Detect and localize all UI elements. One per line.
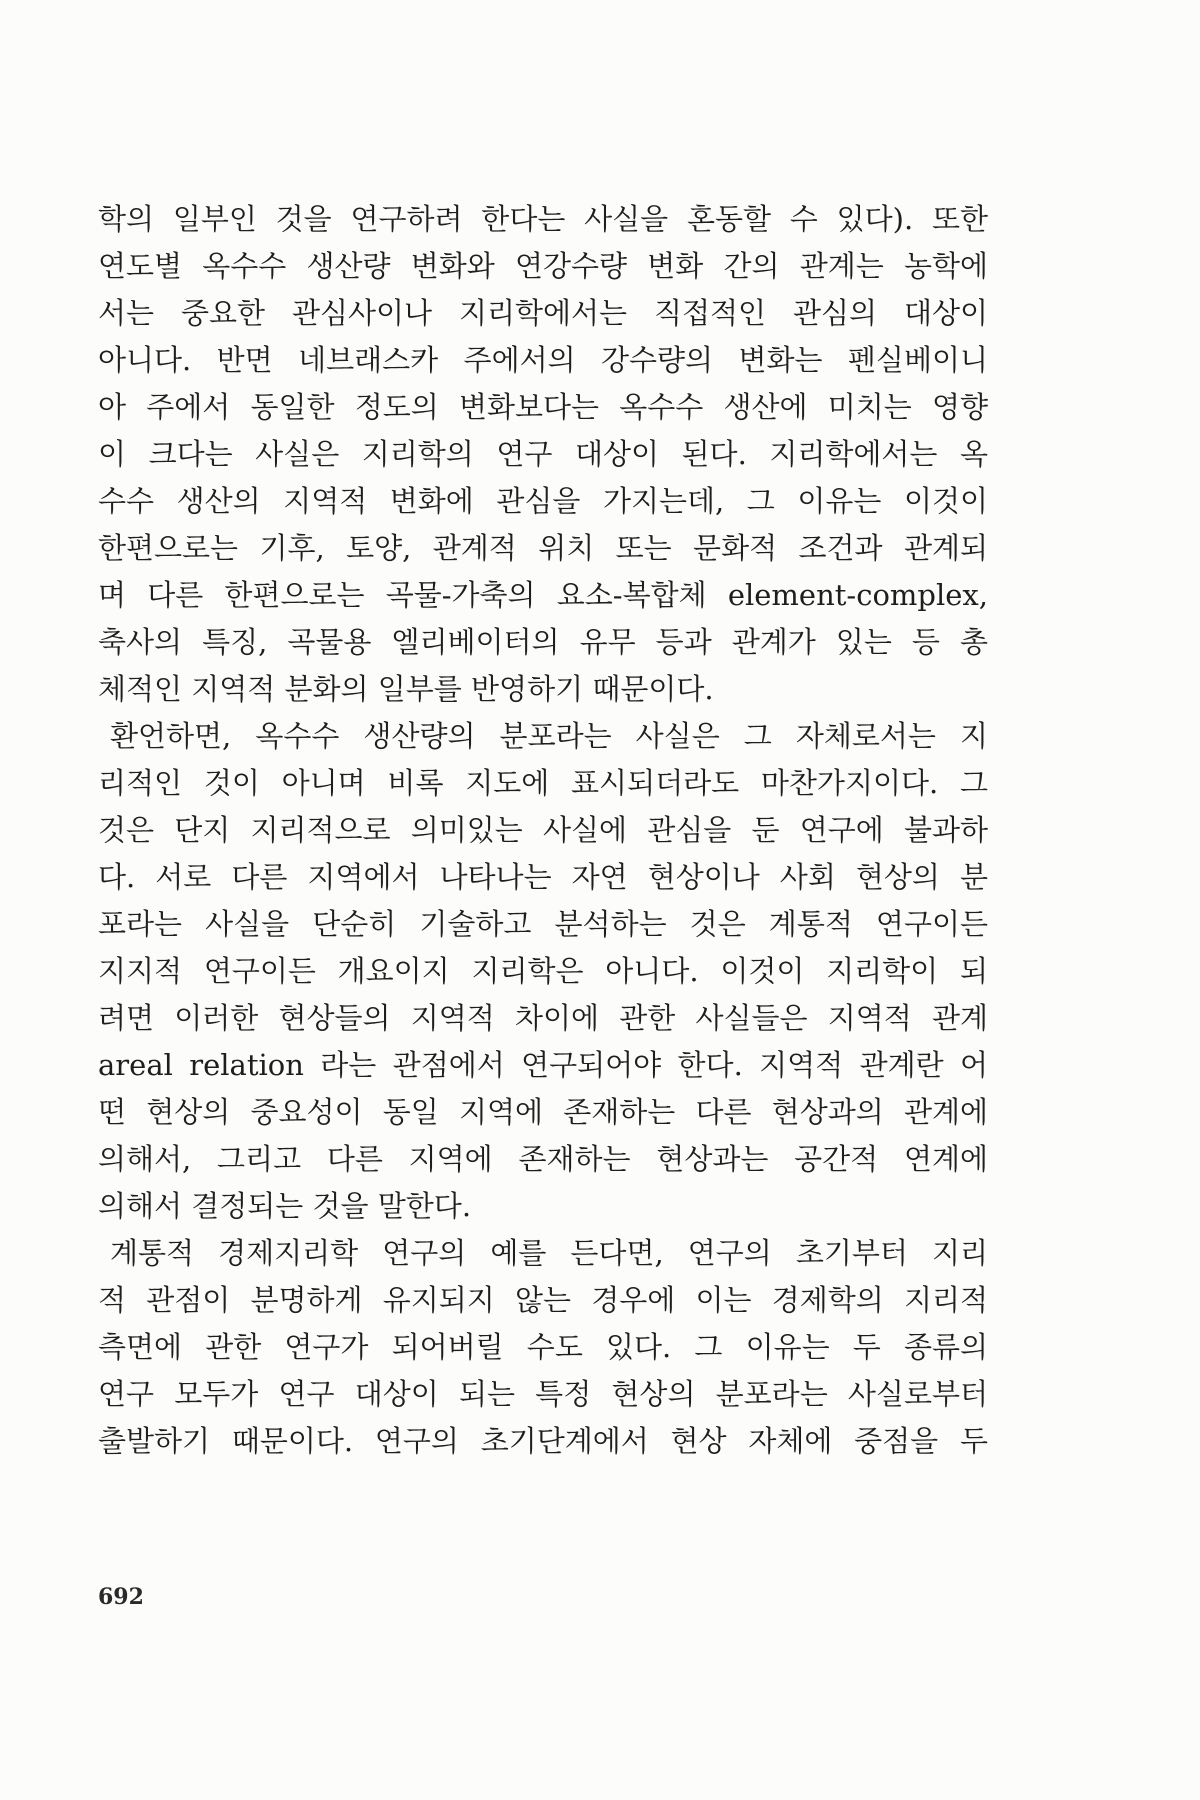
text-line: 이 크다는 사실은 지리학의 연구 대상이 된다. 지리학에서는 옥 — [98, 437, 988, 471]
text-line: 측면에 관한 연구가 되어버릴 수도 있다. 그 이유는 두 종류의 — [98, 1330, 988, 1364]
text-line: 떤 현상의 중요성이 동일 지역에 존재하는 다른 현상과의 관계에 — [98, 1095, 988, 1129]
paragraph-3 — [98, 1230, 988, 1465]
text-line: 지지적 연구이든 개요이지 지리학은 아니다. 이것이 지리학이 되 — [98, 954, 988, 988]
text-line: 의해서 결정되는 것을 말한다. — [98, 1189, 472, 1223]
text-line: 환언하면, 옥수수 생산량의 분포라는 사실은 그 자체로서는 지 — [110, 719, 988, 753]
text-line: areal relation 라는 관점에서 연구되어야 한다. 지역적 관계란 어 — [98, 1048, 988, 1082]
text-line: 포라는 사실을 단순히 기술하고 분석하는 것은 계통적 연구이든 — [98, 907, 988, 941]
text-line: 려면 이러한 현상들의 지역적 차이에 관한 사실들은 지역적 관계 — [98, 1001, 988, 1035]
text-line: 리적인 것이 아니며 비록 지도에 표시되더라도 마찬가지이다. 그 — [98, 766, 988, 800]
text-line: 것은 단지 지리적으로 의미있는 사실에 관심을 둔 연구에 불과하 — [98, 813, 988, 847]
text-line: 출발하기 때문이다. 연구의 초기단계에서 현상 자체에 중점을 두 — [98, 1424, 988, 1458]
text-line: 축사의 특징, 곡물용 엘리베이터의 유무 등과 관계가 있는 등 총 — [98, 625, 988, 659]
text-line: 연도별 옥수수 생산량 변화와 연강수량 변화 간의 관계는 농학에 — [98, 249, 988, 283]
text-line: 학의 일부인 것을 연구하려 한다는 사실을 혼동할 수 있다). 또한 — [98, 202, 988, 236]
text-line: 며 다른 한편으로는 곡물-가축의 요소-복합체 element-complex, — [98, 578, 988, 612]
text-line: 체적인 지역적 분화의 일부를 반영하기 때문이다. — [98, 672, 714, 706]
text-line: 수수 생산의 지역적 변화에 관심을 가지는데, 그 이유는 이것이 — [98, 484, 988, 518]
text-line: 계통적 경제지리학 연구의 예를 든다면, 연구의 초기부터 지리 — [110, 1236, 988, 1270]
text-line: 아 주에서 동일한 정도의 변화보다는 옥수수 생산에 미치는 영향 — [98, 390, 988, 424]
text-line: 한편으로는 기후, 토양, 관계적 위치 또는 문화적 조건과 관계되 — [98, 531, 988, 565]
page-number: 692 — [98, 1584, 144, 1610]
text-line: 다. 서로 다른 지역에서 나타나는 자연 현상이나 사회 현상의 분 — [98, 860, 988, 894]
paragraph-2 — [98, 713, 988, 1230]
text-line: 아니다. 반면 네브래스카 주에서의 강수량의 변화는 펜실베이니 — [98, 343, 988, 377]
body-text — [98, 196, 988, 1465]
text-line: 서는 중요한 관심사이나 지리학에서는 직접적인 관심의 대상이 — [98, 296, 988, 330]
paragraph-1 — [98, 196, 988, 713]
text-line: 연구 모두가 연구 대상이 되는 특정 현상의 분포라는 사실로부터 — [98, 1377, 988, 1411]
text-line: 적 관점이 분명하게 유지되지 않는 경우에 이는 경제학의 지리적 — [98, 1283, 988, 1317]
text-line: 의해서, 그리고 다른 지역에 존재하는 현상과는 공간적 연계에 — [98, 1142, 988, 1176]
